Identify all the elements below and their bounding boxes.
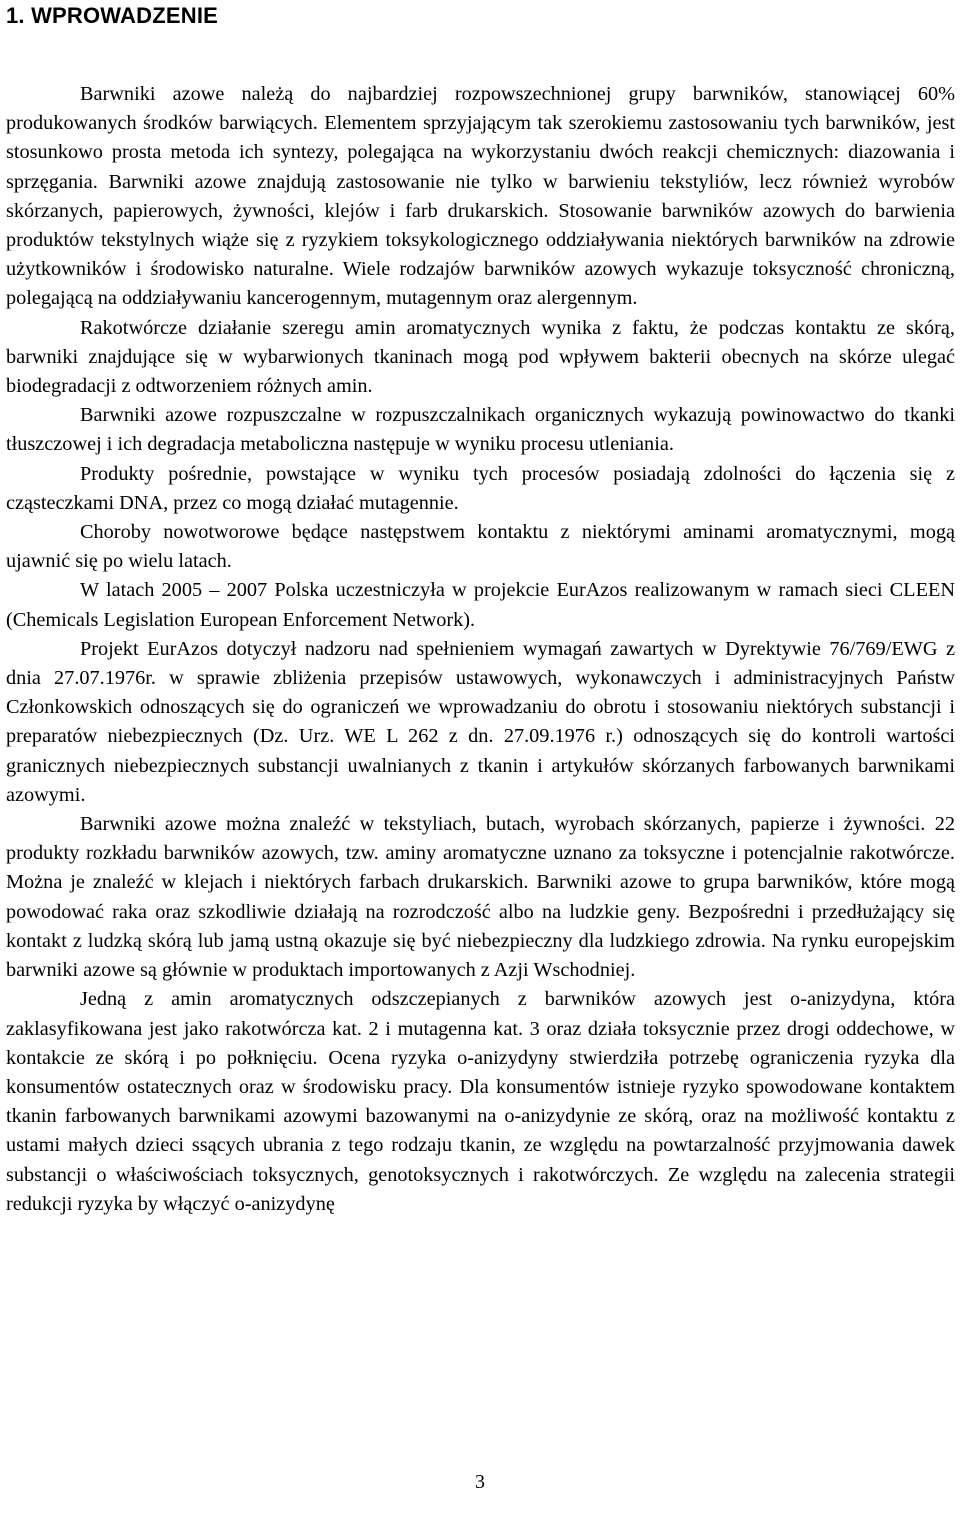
sentence: Jedną z amin aromatycznych odszczepianych z barwników azowych jest o-anizydyna, która zaklasyfikowana jest jako rakotwórcza kat. 2 i mutagenna kat. 3 oraz działa toksycznie przez drogi oddechowe, w kontakcie ze skórą i po połknięciu. [6, 988, 955, 1069]
sentence: Wiele rodzajów barwników azowych wykazuje toksyczność chroniczną, polegającą na oddziaływaniu kancerogennym, mutagennym oraz alergennym. [6, 258, 955, 310]
paragraph-azo-dyes-intro [6, 80, 955, 314]
paragraph-euraz-project [6, 576, 955, 634]
paragraph-o-anisidine [6, 985, 955, 1219]
sentence: Ocena ryzyka o-anizydyny stwierdziła potrzebę ograniczenia ryzyka dla konsumentów ostatecznych oraz w środowisku pracy. [6, 1046, 955, 1098]
sentence: Barwniki azowe należą do najbardziej rozpowszechnionej grupy barwników, stanowiącej 60% produkowanych środków barwiących. Elementem sprzyjającym tak szerokiemu zastosowaniu tych barwników, jest stosunkowo prosta metoda ich syntezy, polegająca na wykorzystaniu dwóch reakcji chemicznych: diazowania i sprzęgania. [6, 83, 955, 193]
section-title-initial: W [31, 3, 53, 28]
paragraph-cancer-diseases [6, 518, 955, 576]
section-number: 1. [6, 3, 25, 28]
sentence: 22 produkty rozkładu barwników azowych, tzw. aminy aromatyczne uznano za toksyczne i potencjalnie rakotwórcze. [6, 813, 955, 865]
sentence: Rakotwórcze działanie szeregu amin aromatycznych wynika z faktu, że podczas kontaktu ze skórą, barwniki znajdujące się w wybarwionych tkaninach mogą pod wpływem bakterii obecnych na skórze ulegać biodegradacji z odtworzeniem różnych amin. [6, 316, 955, 398]
sentence: Barwniki azowe można znaleźć w tekstyliach, butach, wyrobach skórzanych, papierze i żywności. [80, 813, 926, 836]
sentence: Projekt EurAzos dotyczył nadzoru nad spełnieniem wymagań zawartych w Dyrektywie 76/769/EWG z dnia 27.07.1976r. [6, 637, 955, 690]
section-heading [6, 2, 218, 30]
sentence: Bezpośredni i przedłużający się kontakt z ludzką skórą lub jamą ustną okazuje się być niebezpieczny dla ludzkiego zdrowia. [6, 900, 956, 952]
sentence: Ze względu na zalecenia strategii redukcji ryzyka by włączyć o-anizydynę [6, 1163, 956, 1215]
sentence: Barwniki azowe znajdują zastosowanie nie tylko w barwieniu tekstyliów, lecz również wyrobów skórzanych, papierowych, żywności, klejów i farb drukarskich. [6, 170, 955, 222]
paragraph-where-found [6, 810, 955, 985]
paragraph-intermediate-products [6, 460, 955, 518]
section-title-rest: PROWADZENIE [52, 3, 219, 28]
sentence: Choroby nowotworowe będące następstwem kontaktu z niektórymi aminami aromatycznymi, mogą ujawnić się po wielu latach. [6, 521, 955, 573]
sentence: W latach 2005 – 2007 Polska uczestniczyła w projekcie EurAzos realizowanym w ramach sieci CLEEN (Chemicals Legislation European Enforcement Network). [6, 579, 955, 631]
paragraph-directive [6, 635, 955, 810]
sentence: Barwniki azowe rozpuszczalne w rozpuszczalnikach organicznych wykazują powinowactwo do tkanki tłuszczowej i ich degradacja metaboliczna następuje w wyniku procesu utleniania. [6, 404, 955, 456]
paragraph-carcinogenic-action [6, 314, 955, 402]
sentence: Na rynku europejskim barwniki azowe są głównie w produktach importowanych z Azji Wschodniej. [6, 929, 955, 982]
body-text [6, 80, 955, 1219]
sentence: Produkty pośrednie, powstające w wyniku tych procesów posiadają zdolności do łączenia się z cząsteczkami DNA, przez co mogą działać mutagennie. [6, 462, 955, 514]
sentence: Można je znaleźć w klejach i niektórych farbach drukarskich. [6, 871, 529, 894]
sentence: Stosowanie barwników azowych do barwienia produktów tekstylnych wiąże się z ryzykiem toksykologicznego oddziaływania niektórych barwników na zdrowie użytkowników i środowisko naturalne. [6, 199, 955, 281]
sentence: Dla konsumentów istnieje ryzyko spowodowane kontaktem tkanin farbowanych barwnikami azowymi bazowanymi na o-anizydynie ze skórą, oraz na możliwość kontaktu z ustami małych dzieci ssących ubrania z tego rodzaju tkanin, ze względu na powtarzalność przyjmowania dawek substancji o właściwościach toksycznych, genotoksycznych i rakotwórczych. [6, 1075, 955, 1186]
paragraph-solubility [6, 401, 955, 459]
sentence: w sprawie zbliżenia przepisów ustawowych, wykonawczych i administracyjnych Państw Członkowskich odnoszących się do ograniczeń we wprowadzaniu do obrotu i stosowaniu niektórych substancji i preparatów niebezpiecznych (Dz. Urz. WE L 262 z dn. 27.09.1976 r.) odnoszących się do kontroli wartości granicznych niebezpiecznych substancji uwalnianych z tkanin i artykułów skórzanych farbowanych barwnikami azowymi. [6, 667, 955, 806]
page-number: 3 [475, 1471, 485, 1493]
sentence: Barwniki azowe to grupa barwników, które mogą powodować raka oraz szkodliwie działają na rozrodczość albo na ludzkie geny. [6, 871, 955, 923]
